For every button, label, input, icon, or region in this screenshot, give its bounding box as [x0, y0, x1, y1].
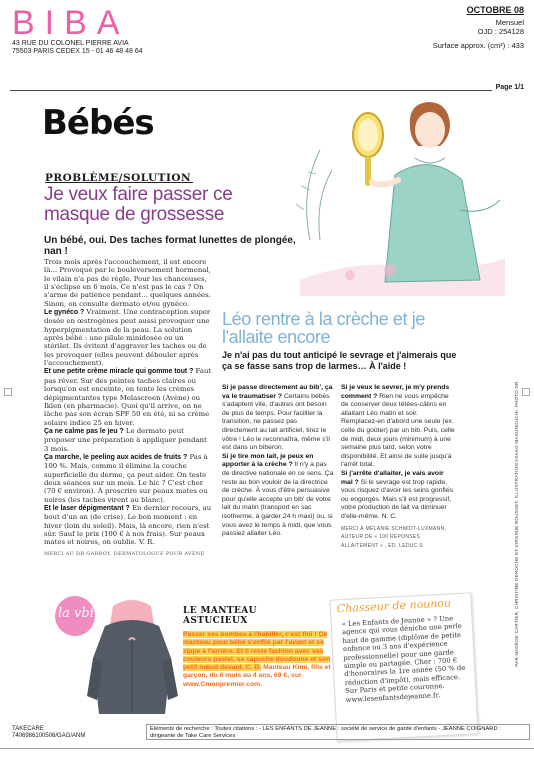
ojd-count: OJD : 254128	[477, 27, 524, 36]
footer-client	[12, 726, 85, 740]
article-lead-leo: Je n'ai pas du tout anticipé le sevrage et j'aimerais que ça se fasse sans trop de larmes… À l'aide !	[222, 350, 457, 371]
product-title-line: ASTUCIEUX	[183, 616, 248, 626]
search-elements-line: dirigeante de Take Care Services	[150, 732, 236, 739]
crop-mark	[4, 388, 12, 396]
answer: Certains bébés s'adaptent vite, d'autres ont besoin de plus de temps. Pour faciliter la transition, ne passez pas directement au lait artificiel, tirez le vôtre ! Léo le reconnaîtra, même s'il est dans un biberon.	[222, 392, 330, 452]
answer: Rien ne vous empêche de conserver deux tétées-câlins en allaitant Léo matin et soir. Remplacez-en d'abord une seule (ex. celle du goûter) par un bib. Puis, celle de midi, deux jours (minimum) à une semaine plus tard, selon votre disponibilité. Et ainsi de suite jusqu'à l'arrêt total.	[341, 392, 455, 469]
magazine-logo: BIBA	[12, 4, 130, 42]
answer: Il n'y a pas de directive nationale en ce sens. Ça reste au bon vouloir de la directrice de crèche. À vous d'être persuasive pour qu'elle accepte un bib' de votre lait du matin (transport en sac isotherme, à garder 24 h maxi) ou, si vous avez le temps à midi, que vous passiez allaiter Léo.	[222, 461, 334, 538]
question: Ça ne calme pas le jeu ?	[44, 427, 124, 435]
section-title: Bébés	[42, 103, 154, 143]
paragraph: Trois mois après l'accouchement, il est encore là… Provoqué par le bouleversement hormonal, le vilain n'a pas de règle. Pour les chanceuses, il s'éclipse en 6 mois. Ce n'est pas le cas ? On s'arme de patience pendant… quelques années. Sinon, on consulte dermato et/ou gynéco.	[44, 258, 211, 308]
answer: Vraiment. Une contraception super dosée en œstrogènes peut aussi provoquer une hyperpigmentation de la peau. La solution après bébé : une pilule minidosée ou un stérilet. Ils évitent d'aggraver les taches ou de les provoquer (elles peuvent débouler après l'accouchement).	[44, 308, 211, 368]
question: Si je tire mon lait, je peux en apporter à la crèche ?	[222, 452, 314, 469]
search-elements-line: Eléments de recherche : Toutes citations : - LES ENFANTS DE JEANNE : société de service de garde d'enfants - JEANNE COIGNARD :	[150, 726, 501, 732]
badge-label: la vbi	[58, 606, 94, 621]
footer-client-code: 7406986100506/GAG/ANM	[12, 733, 86, 739]
product-price: Manteau Kimi, fille et garçon, du 6 mois au 4 ans, 69 €, sur www.Cmonpremier.com.	[183, 664, 331, 688]
article-body-col-1	[222, 384, 334, 539]
nanny-box-text: « Les Enfants de Jeanne » ? Une agence qui vous déniche une perle haut de gamme (diplôme de petite enfance ou 3 ans d'expérience professionnelle) pour une garde simple ou partagée. Cher : 700 € d'honoraires la 1re année (50 % de réduction d'impôt), mais efficace. Sur Paris et petite couronne. www.lesenfantsdejeanne.fr.	[341, 614, 466, 704]
footer-rule	[0, 748, 534, 749]
article-headline-leo: Léo rentre à la crèche et je l'allaite encore	[222, 309, 425, 347]
answer: Le dermato peut proposer une préparation à appliquer pendant 3 mois.	[44, 426, 207, 453]
question: Et le laser dépigmentant ?	[44, 504, 130, 512]
article-headline: Je veux faire passer ce masque de grossesse	[44, 184, 233, 225]
crop-mark	[522, 388, 530, 396]
article-body	[44, 258, 212, 558]
issue-date: OCTOBRE 08	[466, 5, 524, 15]
product-description	[183, 631, 333, 689]
coat-photo	[85, 596, 180, 726]
answer: Faut pas rêver. Sur des peintes taches claires ou lorsqu'on est enceinte, on tente les crèmes dépigmentantes type Melascreen (Avène) ou Iklen (en pharmacie). Quoi qu'il arrive, on ne lâche pas son écran SPF 50 en été, ni sa crème solaire indice 25 en hiver.	[44, 367, 212, 427]
surface-area: Surface approx. (cm²) : 433	[432, 41, 524, 50]
answer: Pas à 100 %. Mais, comme il élimine la couche superficielle du derme, ça peut aider. On teste deux séances sur un mois. Le hic ? C'est cher (70 € environ). À proscrire sur peaux mates ou noires (les taches virent au blanc).	[44, 452, 208, 504]
question: Et une petite crème miracle qui gomme tout ?	[44, 368, 194, 376]
product-text: Passer ses bombes à l'habiller, c'est fini ! Ce manteau pour bébé s'enfile par l'avant et se zippe à l'arrière. Et il reste fashion avec ses couleurs pastel, sa capuche doudoune et son petit nœud devant. C. D.	[183, 631, 331, 672]
nanny-box-title: Chasseur de nounou	[336, 596, 452, 616]
product-title-line: LE MANTEAU	[183, 606, 257, 616]
address-line-2: 75503 PARIS CEDEX 15 - 01 46 48 48 64	[12, 48, 143, 55]
nanny-box	[329, 592, 478, 741]
address-line-1: 43 RUE DU COLONEL PIERRE AVIA	[12, 40, 129, 47]
article-body-col-2	[341, 384, 455, 550]
footer-client-name: TAKECARE	[12, 726, 44, 732]
question: Si j'arrête d'allaiter, je vais avoir mal ?	[341, 469, 444, 486]
article-credit: MERCI AU DR GARBOY, DERMATOLOGUE POUR AVÈNE	[44, 550, 205, 557]
answer: Si le sevrage est trop rapide, vous risquez d'avoir les seins gonflés ou engorgés. Mais s'il est progressif, votre production de lait va diminuer d'elle-même. N. C.	[341, 478, 453, 520]
woman-mirror-illustration	[290, 90, 510, 300]
article-lead: Un bébé, oui. Des taches format lunettes de plongée, nan !	[44, 235, 296, 257]
product-title	[183, 606, 257, 626]
search-elements-box	[146, 724, 530, 740]
frequency: Mensuel	[495, 18, 524, 27]
question: Si je passe directement au bib', ça va le traumatiser ?	[222, 384, 333, 400]
answer: En dernier recours, au bout d'un an (de crise). Le bon moment : en hiver (loin du soleil). Mais, là encore, rien n'est sûr. Sauf le prix (100 € à nos frais). Sur peaux mates et noires, on oublie. V. R.	[44, 503, 212, 547]
page-number: Page 1/1	[492, 84, 524, 91]
contributors-credit: PAR NADÈGE CARTIER, CHRISTINE DEROCHE ET VIRGINIE ROUSSET. ILLUSTRATION ASAKO MASUNOUCHI. PHOTO DR.	[514, 380, 519, 667]
question: Le gynéco ?	[44, 309, 85, 317]
kicker-rule	[45, 182, 193, 183]
article-kicker: PROBLÈME/SOLUTION	[45, 172, 192, 184]
question: Ça marche, le peeling aux acides de fruits ?	[44, 453, 188, 461]
question: Si je veux le sevrer, je m'y prends comment ?	[341, 384, 450, 400]
article-credit: MERCI À MÉLANIE SCHMIDT-LUXMANN, AUTEUR DE « 100 RÉPONSES ALLAITEMENT » , ED. LEDUC.S	[341, 525, 447, 549]
